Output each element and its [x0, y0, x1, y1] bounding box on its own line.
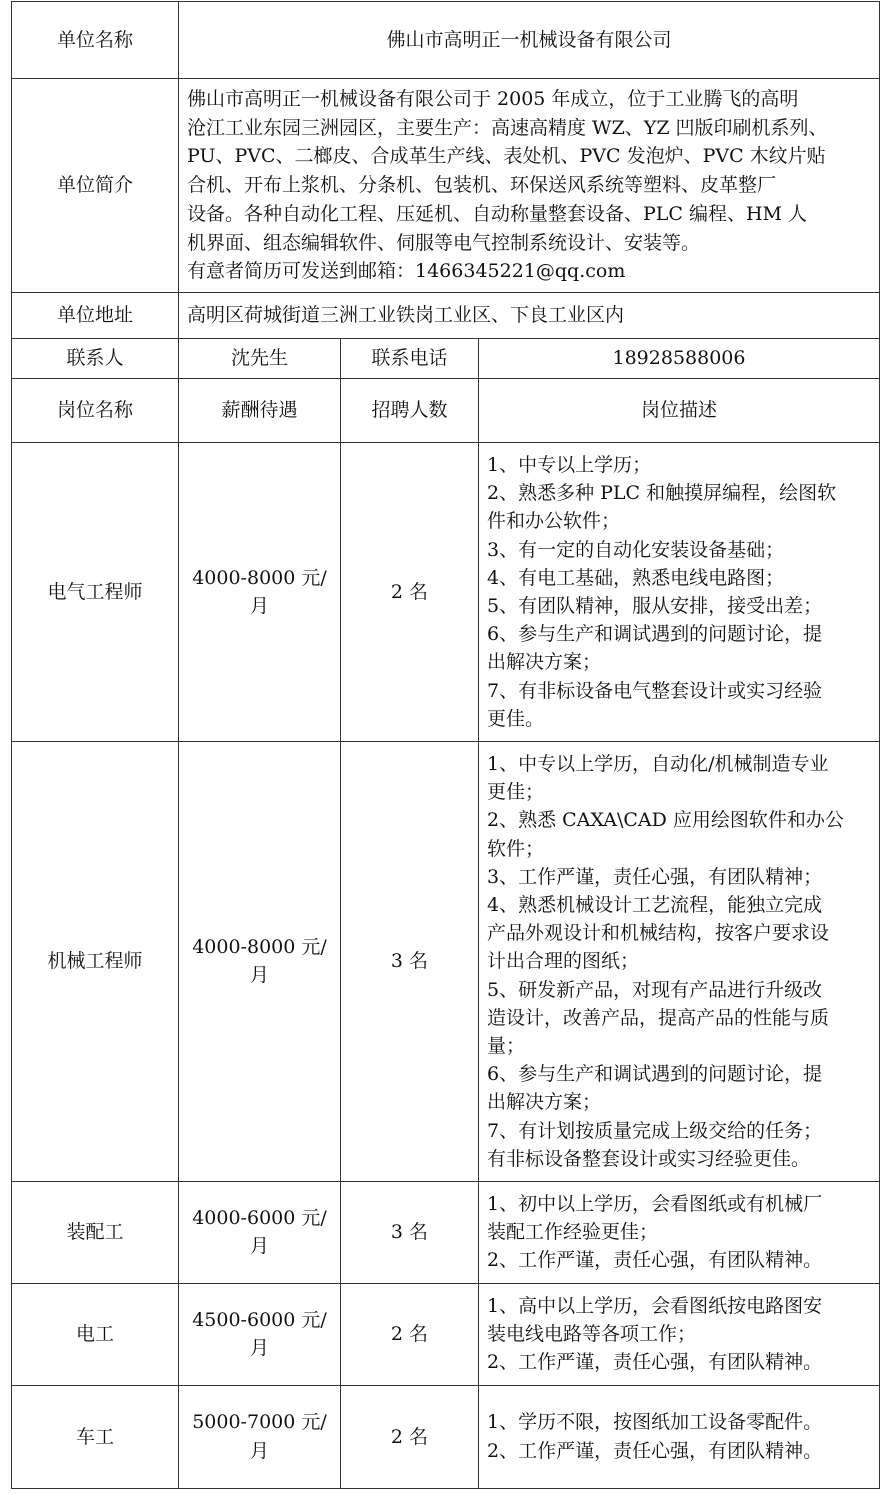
- job-count: 3 名: [341, 741, 479, 1181]
- job-title: 装配工: [12, 1182, 179, 1284]
- desc-line: 计出合理的图纸；: [487, 950, 640, 973]
- desc-line: 2、工作严谨，责任心强，有团队精神。: [487, 1351, 823, 1374]
- job-description: [479, 1182, 880, 1284]
- desc-line: 1、学历不限，按图纸加工设备零配件。: [487, 1411, 823, 1434]
- salary-unit: 月: [249, 964, 269, 987]
- job-salary: [179, 1283, 341, 1385]
- job-row: [12, 442, 880, 741]
- desc-line: 3、工作严谨，责任心强，有团队精神；: [487, 865, 823, 888]
- job-title: 电工: [12, 1283, 179, 1385]
- job-salary: [179, 1385, 341, 1488]
- desc-line: 4、有电工基础，熟悉电线电路图；: [487, 566, 785, 589]
- header-description: 岗位描述: [479, 378, 880, 442]
- intro-line: PU、PVC、二榔皮、合成革生产线、表处机、PVC 发泡炉、PVC 木纹片贴: [187, 145, 826, 168]
- company-address-label: 单位地址: [12, 292, 179, 338]
- salary-unit: 月: [249, 1235, 269, 1258]
- contact-label: 联系人: [12, 338, 179, 378]
- header-position: 岗位名称: [12, 378, 179, 442]
- contact-name: 沈先生: [179, 338, 341, 378]
- job-title: 车工: [12, 1385, 179, 1488]
- desc-line: 5、研发新产品，对现有产品进行升级改: [487, 978, 823, 1001]
- job-title: 机械工程师: [12, 741, 179, 1181]
- desc-line: 更佳；: [487, 781, 545, 804]
- company-intro: [179, 79, 880, 293]
- desc-line: 软件；: [487, 837, 545, 860]
- desc-line: 2、熟悉多种 PLC 和触摸屏编程，绘图软: [487, 482, 837, 505]
- desc-line: 1、中专以上学历，自动化/机械制造专业: [487, 752, 829, 775]
- job-salary: [179, 741, 341, 1181]
- recruitment-table: [11, 1, 880, 1489]
- header-count: 招聘人数: [341, 378, 479, 442]
- header-row: [12, 378, 880, 442]
- desc-line: 有非标设备整套设计或实习经验更佳。: [487, 1147, 811, 1170]
- desc-line: 2、工作严谨，责任心强，有团队精神。: [487, 1249, 823, 1272]
- desc-line: 出解决方案；: [487, 1091, 602, 1114]
- desc-line: 件和办公软件；: [487, 510, 621, 533]
- salary-unit: 月: [249, 594, 269, 617]
- job-row: [12, 1283, 880, 1385]
- intro-email-line: 有意者简历可发送到邮箱：1466345221@qq.com: [187, 260, 626, 283]
- salary-range: 4500-6000 元/: [192, 1308, 327, 1331]
- desc-line: 7、有计划按质量完成上级交给的任务；: [487, 1119, 823, 1142]
- company-name-row: [12, 2, 880, 79]
- phone-number: 18928588006: [479, 338, 880, 378]
- intro-line: 机界面、组态编辑软件、伺服等电气控制系统设计、安装等。: [187, 231, 701, 254]
- job-count: 3 名: [341, 1182, 479, 1284]
- desc-line: 更佳。: [487, 707, 545, 730]
- intro-line: 沧江工业东园三洲园区，主要生产：高速高精度 WZ、YZ 凹版印刷机系列、: [187, 116, 828, 139]
- desc-line: 3、有一定的自动化安装设备基础；: [487, 538, 785, 561]
- job-count: 2 名: [341, 1283, 479, 1385]
- salary-range: 5000-7000 元/: [192, 1411, 327, 1434]
- intro-line: 佛山市高明正一机械设备有限公司于 2005 年成立，位于工业腾飞的高明: [187, 88, 799, 110]
- desc-line: 装电线电路等各项工作；: [487, 1323, 697, 1345]
- desc-line: 装配工作经验更佳；: [487, 1221, 659, 1244]
- desc-line: 1、高中以上学历，会看图纸按电路图安: [487, 1294, 823, 1317]
- company-intro-label: 单位简介: [12, 79, 179, 293]
- job-salary: [179, 442, 341, 741]
- salary-range: 4000-6000 元/: [192, 1207, 327, 1230]
- company-address: 高明区荷城街道三洲工业铁岗工业区、下良工业区内: [179, 292, 880, 338]
- job-title: 电气工程师: [12, 442, 179, 741]
- salary-unit: 月: [249, 1439, 269, 1462]
- job-description: [479, 1283, 880, 1385]
- intro-line: 设备。各种自动化工程、压延机、自动称量整套设备、PLC 编程、HM 人: [187, 202, 808, 225]
- desc-line: 1、中专以上学历；: [487, 453, 652, 476]
- phone-label: 联系电话: [341, 338, 479, 378]
- desc-line: 5、有团队精神，服从安排，接受出差；: [487, 594, 823, 617]
- desc-line: 2、熟悉 CAXA\CAD 应用绘图软件和办公: [487, 809, 844, 832]
- desc-line: 6、参与生产和调试遇到的问题讨论，提: [487, 623, 823, 646]
- job-salary: [179, 1182, 341, 1284]
- job-description: [479, 1385, 880, 1488]
- job-description: [479, 442, 880, 741]
- desc-line: 产品外观设计和机械结构，按客户要求设: [487, 922, 830, 945]
- desc-line: 4、熟悉机械设计工艺流程，能独立完成: [487, 893, 823, 916]
- header-salary: 薪酬待遇: [179, 378, 341, 442]
- job-row: [12, 741, 880, 1181]
- job-row: [12, 1385, 880, 1488]
- company-intro-row: [12, 79, 880, 293]
- desc-line: 量；: [487, 1034, 526, 1057]
- job-count: 2 名: [341, 1385, 479, 1488]
- desc-line: 出解决方案；: [487, 651, 602, 674]
- desc-line: 6、参与生产和调试遇到的问题讨论，提: [487, 1063, 823, 1086]
- company-name: 佛山市高明正一机械设备有限公司: [179, 2, 880, 79]
- contact-row: [12, 338, 880, 378]
- desc-line: 1、初中以上学历，会看图纸或有机械厂: [487, 1193, 823, 1215]
- job-row: [12, 1182, 880, 1284]
- desc-line: 造设计，改善产品，提高产品的性能与质: [487, 1006, 830, 1029]
- company-address-row: [12, 292, 880, 338]
- job-description: [479, 741, 880, 1181]
- desc-line: 2、工作严谨，责任心强，有团队精神。: [487, 1439, 823, 1462]
- salary-unit: 月: [249, 1337, 269, 1360]
- salary-range: 4000-8000 元/: [192, 936, 327, 959]
- salary-range: 4000-8000 元/: [192, 566, 327, 589]
- intro-line: 合机、开布上浆机、分条机、包装机、环保送风系统等塑料、皮革整厂: [187, 174, 777, 197]
- job-count: 2 名: [341, 442, 479, 741]
- desc-line: 7、有非标设备电气整套设计或实习经验: [487, 679, 823, 702]
- company-name-label: 单位名称: [12, 2, 179, 79]
